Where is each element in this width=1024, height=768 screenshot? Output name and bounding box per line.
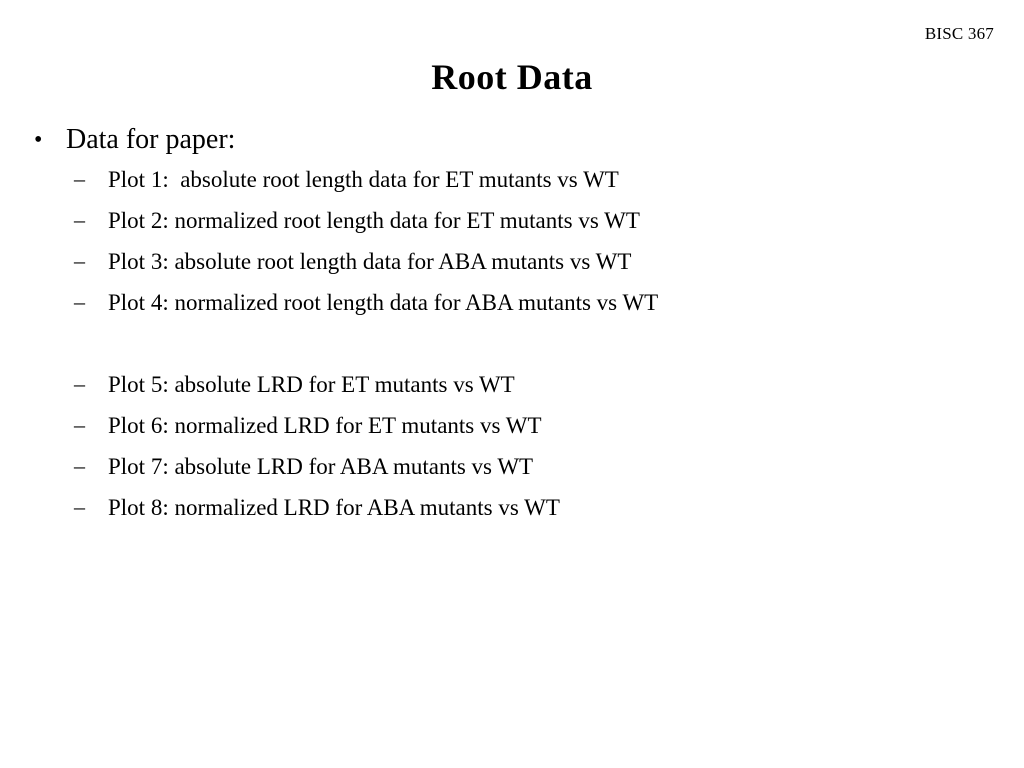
- list-item-label: Plot 1: absolute root length data for ET mutants vs WT: [108, 166, 619, 192]
- dash-glyph: –: [74, 206, 85, 232]
- dash-glyph: –: [74, 452, 85, 478]
- dash-glyph: –: [74, 165, 85, 191]
- list-item: [74, 207, 988, 248]
- dash-glyph: –: [74, 247, 85, 273]
- list-item-label: Plot 7: absolute LRD for ABA mutants vs WT: [108, 453, 534, 479]
- list-item: [74, 289, 988, 330]
- list-item-label: Plot 4: normalized root length data for ABA mutants vs WT: [108, 289, 659, 315]
- dash-glyph: –: [74, 370, 85, 396]
- list-item-label: Plot 6: normalized LRD for ET mutants vs WT: [108, 412, 542, 438]
- dash-glyph: –: [74, 493, 85, 519]
- list-item-label: Plot 3: absolute root length data for ABA mutants vs WT: [108, 248, 632, 274]
- list-item-label: Plot 8: normalized LRD for ABA mutants vs WT: [108, 494, 560, 520]
- sub-list: [74, 166, 988, 535]
- bullet-glyph: •: [34, 127, 43, 153]
- list-item: [74, 494, 988, 535]
- list-item: [74, 412, 988, 453]
- list-spacer: [74, 330, 988, 371]
- list-item: [74, 248, 988, 289]
- list-item-label: Data for paper:: [66, 124, 236, 155]
- list-item-label: Plot 2: normalized root length data for ET mutants vs WT: [108, 207, 640, 233]
- page-title: Root Data: [431, 57, 593, 98]
- slide-body: [28, 125, 988, 535]
- dash-glyph: –: [74, 411, 85, 437]
- list-item-label: Plot 5: absolute LRD for ET mutants vs WT: [108, 371, 515, 397]
- dash-glyph: –: [74, 288, 85, 314]
- list-item: [74, 453, 988, 494]
- list-item: [74, 166, 988, 207]
- list-item: [28, 125, 988, 156]
- list-item: [74, 371, 988, 412]
- course-code-label: BISC 367: [924, 24, 994, 43]
